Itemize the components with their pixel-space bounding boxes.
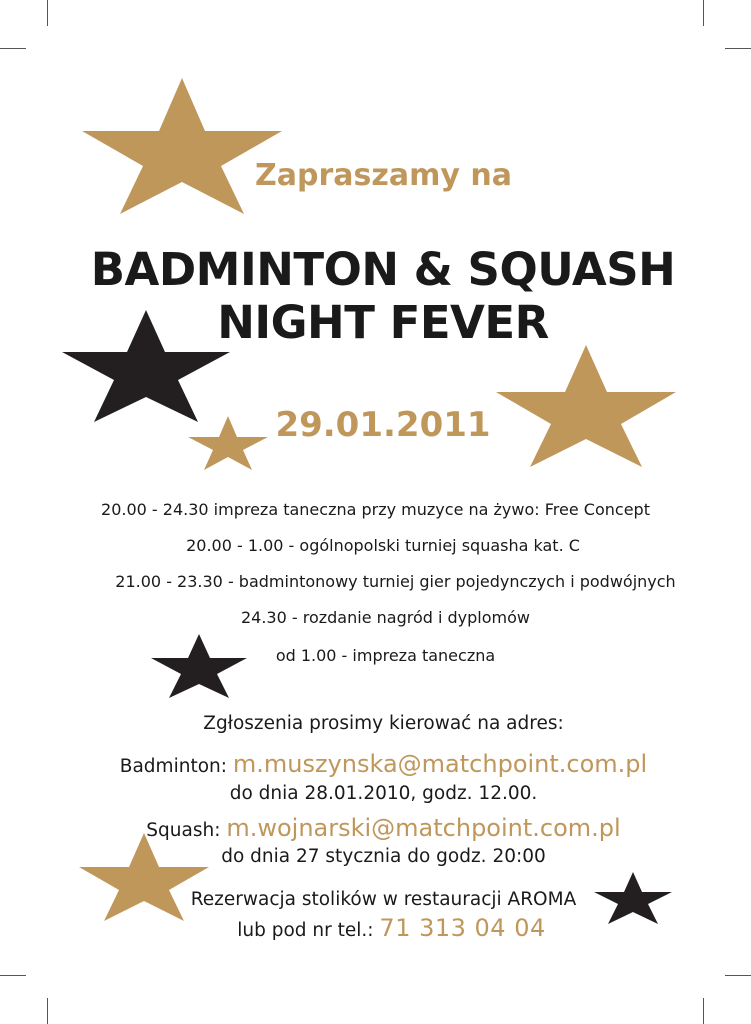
crop-mark bbox=[725, 48, 751, 49]
contact-heading: Zgłoszenia prosimy kierować na adres: bbox=[203, 713, 564, 734]
page-title: BADMINTON & SQUASH bbox=[90, 243, 676, 296]
reservation-text: Rezerwacja stolików w restauracji AROMA bbox=[190, 889, 577, 910]
crop-mark bbox=[47, 998, 48, 1024]
event-date: 29.01.2011 bbox=[275, 405, 491, 445]
badminton-email-link[interactable]: m.muszynska@matchpoint.com.pl bbox=[232, 750, 648, 778]
black-star-icon bbox=[151, 634, 247, 698]
phone-label: lub pod nr tel.: bbox=[237, 920, 374, 941]
schedule-item: 20.00 - 24.30 impreza taneczna przy muzyce na żywo: Free Concept bbox=[101, 500, 650, 519]
squash-email-link[interactable]: m.wojnarski@matchpoint.com.pl bbox=[226, 814, 621, 842]
badminton-contact bbox=[8, 750, 751, 778]
schedule-item: 20.00 - 1.00 - ogólnopolski turniej squasha kat. C bbox=[186, 536, 580, 555]
schedule-item: 21.00 - 23.30 - badmintonowy turniej gier pojedynczych i podwójnych bbox=[115, 572, 676, 591]
crop-mark bbox=[725, 975, 751, 976]
badminton-label: Badminton: bbox=[119, 756, 227, 777]
badminton-deadline: do dnia 28.01.2010, godz. 12.00. bbox=[229, 783, 538, 804]
crop-mark bbox=[0, 975, 26, 976]
crop-mark bbox=[0, 48, 26, 49]
crop-mark bbox=[703, 0, 704, 26]
phone-line bbox=[16, 914, 751, 942]
squash-contact bbox=[8, 814, 751, 842]
schedule-item: od 1.00 - impreza taneczna bbox=[275, 646, 496, 665]
page-subtitle: NIGHT FEVER bbox=[217, 296, 549, 349]
squash-label: Squash: bbox=[146, 820, 221, 841]
schedule-item: 24.30 - rozdanie nagród i dyplomów bbox=[240, 608, 530, 627]
crop-mark bbox=[47, 0, 48, 26]
intro-text: Zapraszamy na bbox=[255, 158, 512, 193]
gold-star-icon bbox=[82, 78, 282, 214]
crop-mark bbox=[703, 998, 704, 1024]
squash-deadline: do dnia 27 stycznia do godz. 20:00 bbox=[221, 846, 546, 867]
phone-number[interactable]: 71 313 04 04 bbox=[379, 914, 546, 942]
